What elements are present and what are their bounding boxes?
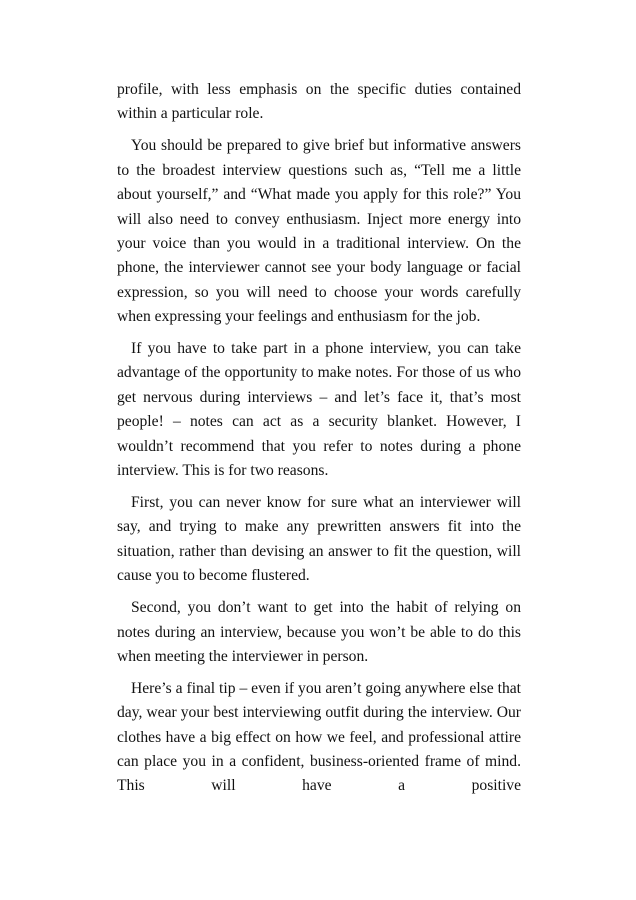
paragraph-first-reason: First, you can never know for sure what an interviewer will say, and trying to make any prewritten answers fit into the situation, rather than devising an answer to fit the question, will cause you to become flustered. xyxy=(117,494,521,585)
paragraph-final-tip: Here’s a final tip – even if you aren’t going anywhere else that day, wear your best interviewing outfit during the interview. Our clothes have a big effect on how we feel, and professional attire can place you in a confident, business-oriented frame of mind. This will have a positive xyxy=(117,679,521,795)
document-page xyxy=(117,78,521,806)
paragraph-answers-enthusiasm: You should be prepared to give brief but informative answers to the broadest interview questions such as, “Tell me a little about yourself,” and “What made you apply for this role?” You will also need to convey enthusiasm. Inject more energy into your voice than you would in a traditional interview. On the phone, the interviewer cannot see your body language or facial expression, so you will need to choose your words carefully when expressing your feelings and enthusiasm for the job. xyxy=(117,137,521,326)
paragraph-continuation: profile, with less emphasis on the specific duties contained within a particular role. xyxy=(117,81,521,123)
paragraph-second-reason: Second, you don’t want to get into the habit of relying on notes during an interview, because you won’t be able to do this when meeting the interviewer in person. xyxy=(117,599,521,665)
paragraph-phone-notes: If you have to take part in a phone interview, you can take advantage of the opportunity to make notes. For those of us who get nervous during interviews – and let’s face it, that’s most people! – notes can act as a security blanket. However, I wouldn’t recommend that you refer to notes during a phone interview. This is for two reasons. xyxy=(117,340,521,480)
